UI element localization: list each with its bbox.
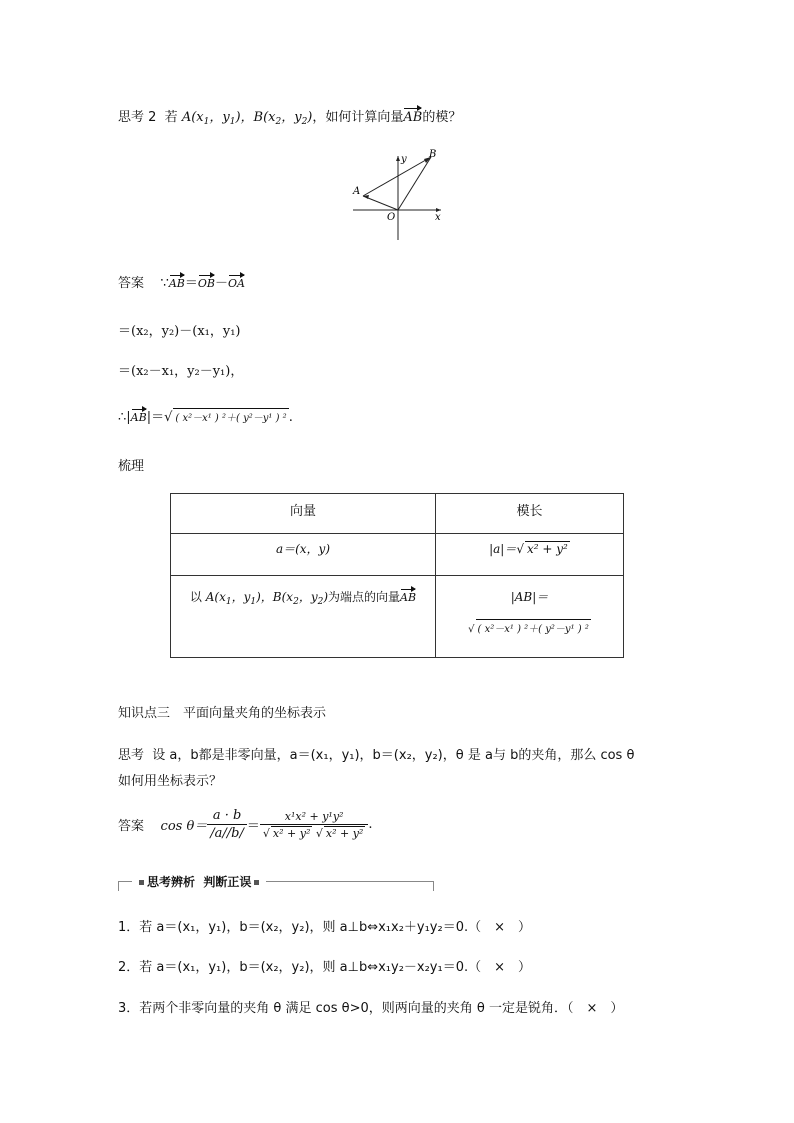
judge-item-3: 3．若两个非零向量的夹角 θ 满足 cos θ>0，则两向量的夹角 θ 一定是锐角．（ × ） [118, 1001, 624, 1016]
think2-text-a: 若 [164, 110, 182, 125]
frac1-den: /a//b/ [210, 826, 244, 841]
row2-len-sqrt: ( x²－x¹ ) ²＋( y²－y¹ ) ² [476, 619, 591, 635]
answer1-line3: ＝(x₂－x₁，y₂－y₁)， [118, 364, 244, 379]
frac2-num: x¹x² + y¹y² [260, 810, 368, 825]
judge-item-1: 1．若 a＝(x₁，y₁)，b＝(x₂，y₂)，则 a⊥b⇔x₁x₂＋y₁y₂＝0.（ × ） [118, 920, 532, 935]
think2-text-b: ，如何计算向量 [312, 110, 404, 125]
therefore-symbol: ∴ [118, 410, 127, 425]
vec-ab: AB [168, 277, 185, 290]
answer2-tail: . [368, 817, 373, 832]
label-o: O [387, 212, 396, 223]
table-row2-vector [171, 576, 436, 658]
answer2-cos: cos θ＝ [160, 819, 208, 834]
answer1-label: 答案 [118, 276, 145, 291]
judge-item-2: 2．若 a＝(x₁，y₁)，b＝(x₂，y₂)，则 a⊥b⇔x₁y₂－x₂y₁＝0.（ × ） [118, 960, 532, 975]
label-y: y [401, 154, 407, 165]
answer2-frac1 [207, 808, 247, 841]
row2-points: $A(x_1$，$y_1$)，$B(x_2$，$y_2$) [205, 590, 329, 607]
frac2-den: √ x² + y² √ x² + y² [262, 826, 364, 840]
answer2-label: 答案 [118, 819, 145, 834]
think-line2: 如何用坐标表示？ [118, 774, 223, 789]
think2-label: 思考 2 [118, 110, 157, 125]
banner-text1: 思考辨析 [147, 875, 196, 889]
answer1-line1: 答案 ∵AB＝OB－OA [118, 276, 245, 291]
summary-table [170, 493, 624, 658]
banner-text2: 判断正误 [203, 875, 252, 889]
answer1-tail: . [288, 410, 293, 425]
think2-text-c: 的模？ [422, 110, 462, 125]
think-line1 [118, 744, 634, 763]
row2-len-formula: √ ( x²－x¹ ) ²＋( y²－y¹ ) ² [440, 619, 619, 635]
label-b: B [429, 149, 437, 160]
table-head-length: 模长 [436, 494, 624, 534]
segment-ab [363, 157, 431, 196]
square-icon [139, 880, 144, 885]
row2-prefix: 以 [189, 590, 206, 604]
judge-banner [118, 873, 434, 891]
table-row2-length [436, 576, 624, 658]
table-head-vector: 向量 [171, 494, 436, 534]
row1-len-prefix: |a|＝ [489, 542, 517, 556]
think2-points: $A(x_1$，$y_1$)，$B(x_2$，$y_2$) [181, 110, 313, 127]
kp3-title: 知识点三 平面向量夹角的坐标表示 [118, 706, 327, 721]
vec-ob: OB [197, 277, 215, 290]
segment-oa [363, 196, 398, 210]
think2-vec-ab: AB [403, 110, 423, 125]
row1-len-sqrt: x² + y² [527, 542, 568, 556]
row2-len-top: |AB|＝ [510, 590, 549, 604]
frac2-den-a: x² + y² [272, 826, 311, 840]
label-a: A [353, 186, 361, 197]
answer2-line: 答案 cos θ＝ $\frac{a \cdot b}{/a//b/}$ ＝ $\frac{\text{x¹x² + y¹y²}}{\text{√ x² + y² √ x² + y²}}$ . [118, 808, 373, 841]
answer1-line2: ＝(x₂，y₂)－(x₁，y₁) [118, 324, 241, 339]
think-label: 思考 [118, 748, 145, 763]
vec-ab-modulus: AB [130, 411, 147, 424]
square-icon [254, 880, 259, 885]
frac1-num: a · b [207, 808, 247, 825]
row2-mid: 为端点的向量 [328, 590, 401, 604]
row2-vec-ab: AB [400, 591, 417, 604]
label-x: x [435, 212, 441, 223]
because-symbol: ∵ [160, 276, 169, 291]
frac2-den-b: x² + y² [325, 826, 364, 840]
modulus-sqrt: ( x²－x¹ ) ²＋( y²－y¹ ) ² [173, 408, 288, 424]
answer2-frac2 [260, 810, 368, 840]
think-text: 设 a，b都是非零向量，a＝(x₁，y₁)，b＝(x₂，y₂)，θ 是 a与 b的夹角，那么 cos θ [152, 748, 635, 763]
think2-line [118, 106, 461, 127]
table-row1-vector: a＝(x，y) [171, 534, 436, 576]
answer1-line4: ∴|AB|＝√ ( x²－x¹ ) ²＋( y²－y¹ ) ² . [118, 410, 293, 425]
table-row1-length: |a|＝√ x² + y² [436, 534, 624, 576]
vec-oa: OA [228, 277, 245, 290]
coordinate-figure [345, 148, 455, 243]
summary-label: 梳理 [118, 459, 145, 474]
